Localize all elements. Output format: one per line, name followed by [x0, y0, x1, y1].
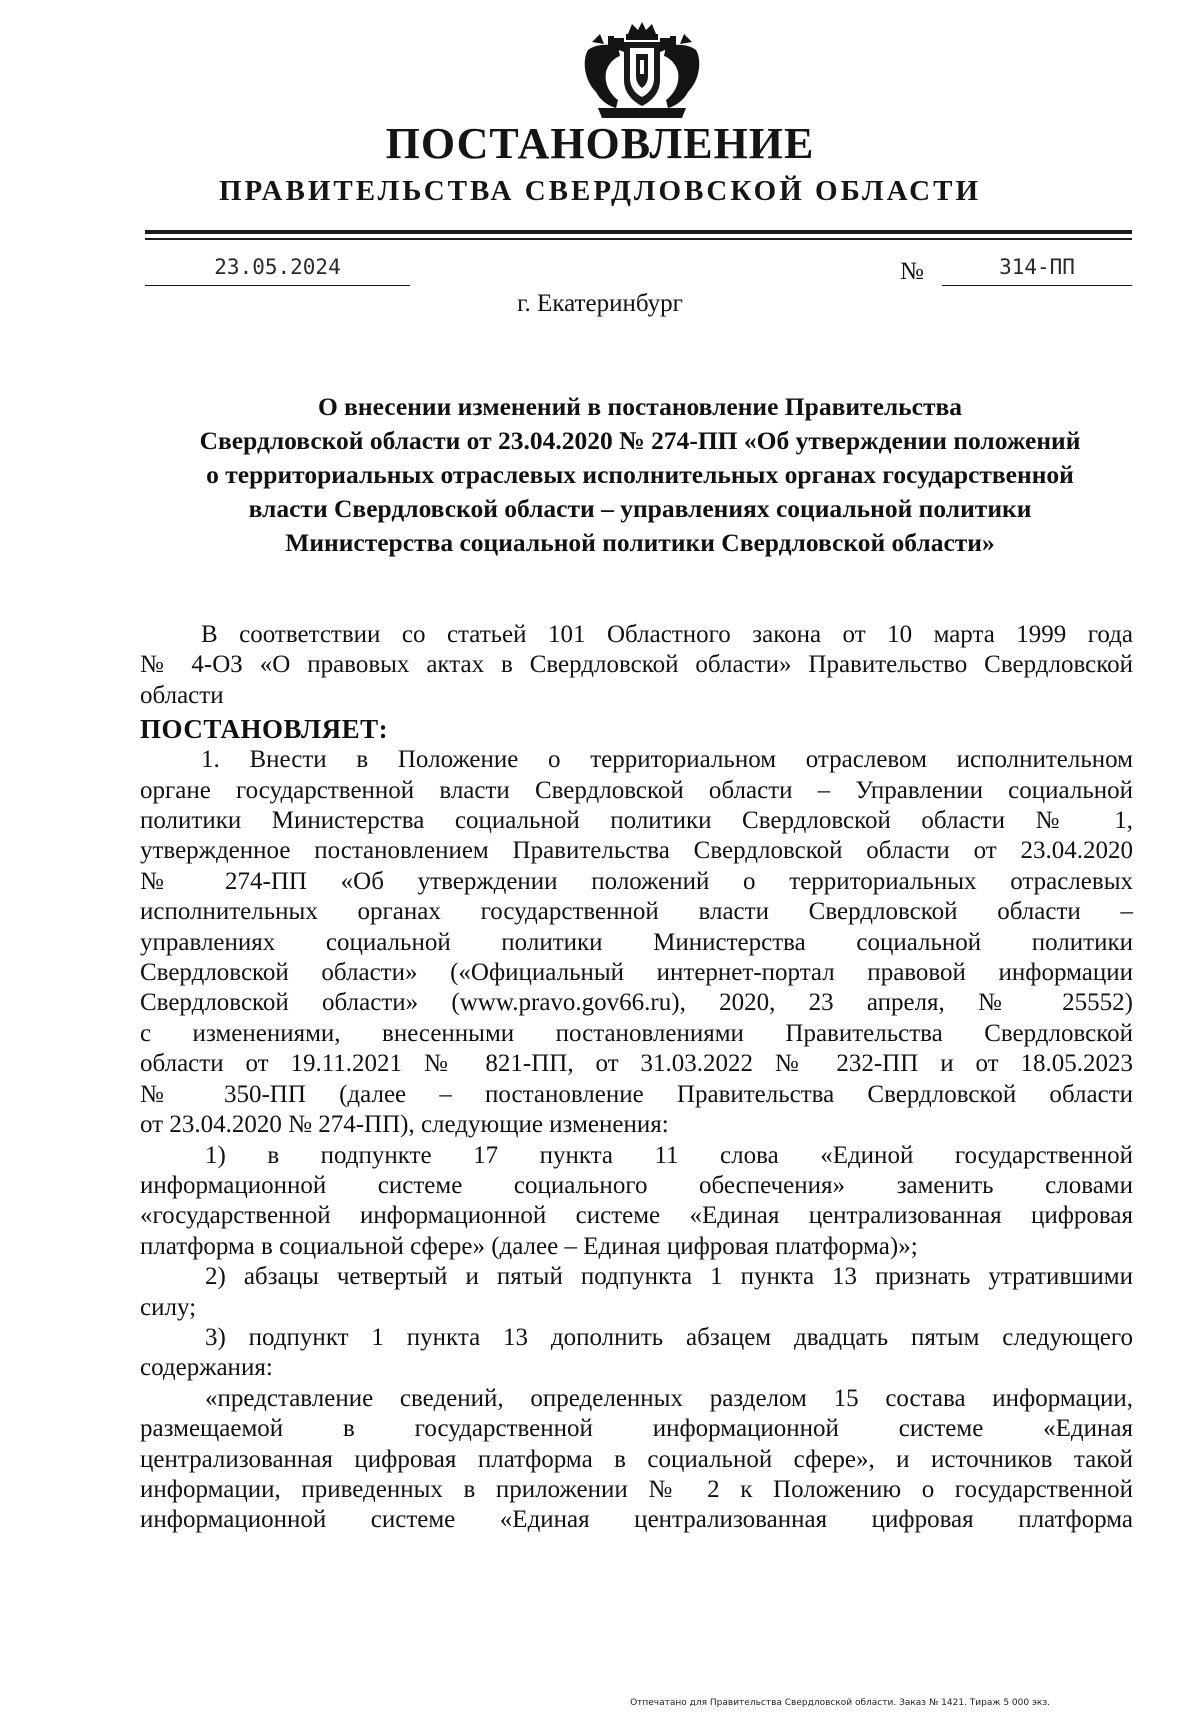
body-line: № 4-ОЗ «О правовых актах в Свердловской области» Правительство Свердловской [140, 651, 1133, 679]
body-line: политики Министерства социальной политики Свердловской области № 1, [140, 807, 1133, 835]
body-line: силу; [140, 1293, 197, 1321]
heading-line: власти Свердловской области – управлениях социальной политики [248, 494, 1032, 523]
body-line: с изменениями, внесенными постановлениями Правительства Свердловской [140, 1019, 1133, 1047]
body-line: 1. Внести в Положение о территориальном отраслевом исполнительном [201, 746, 1133, 774]
body-line: В соответствии со статьей 101 Областного закона от 10 марта 1999 года [201, 621, 1133, 648]
body-line: «представление сведений, определенных разделом 15 состава информации, [205, 1384, 1133, 1412]
heading-line: Министерства социальной политики Свердловской области» [285, 528, 995, 557]
body-line: 2) абзацы четвертый и пятый подпункта 1 пункта 13 признать утратившими [205, 1263, 1133, 1291]
issuing-authority: ПРАВИТЕЛЬСТВА СВЕРДЛОВСКОЙ ОБЛАСТИ [218, 175, 982, 207]
body-line: Свердловской области» (www.pravo.gov66.ru), 2020, 23 апреля, № 25552) [140, 989, 1133, 1017]
document-heading [140, 390, 1140, 560]
body-line: информационной системе социального обеспечения» заменить словами [140, 1171, 1133, 1199]
number-label: № [900, 258, 924, 285]
body-line: централизованная цифровая платформа в социальной сфере», и источников такой [140, 1445, 1133, 1473]
city-name: г. Екатеринбург [517, 290, 683, 317]
body-line: Свердловской области» («Официальный интернет-портал правовой информации [140, 959, 1133, 987]
body-line: № 350-ПП (далее – постановление Правительства Свердловской области [140, 1080, 1133, 1108]
heading-line: о территориальных отраслевых исполнительных органах государственной [206, 460, 1074, 489]
body-line: содержания: [140, 1354, 273, 1382]
body-line: утвержденное постановлением Правительства Свердловской области от 23.04.2020 [140, 837, 1133, 865]
coat-of-arms-emblem [578, 20, 706, 122]
header-rule-thin [145, 238, 1132, 240]
body-line: управлениях социальной политики Министерства социальной политики [140, 928, 1133, 956]
print-note: Отпечатано для Правительства Свердловской области. Заказ № 1421. Тираж 5 000 экз. [630, 1698, 1050, 1708]
document-body [140, 620, 1133, 1536]
document-number: 314-ПП [942, 255, 1132, 286]
body-line: области от 19.11.2021 № 821-ПП, от 31.03.2022 № 232-ПП и от 18.05.2023 [140, 1050, 1133, 1078]
decree-word: ПОСТАНОВЛЯЕТ: [140, 714, 389, 745]
body-line: исполнительных органах государственной власти Свердловской области – [140, 898, 1133, 926]
body-line: информационной системе «Единая централизованная цифровая платформа [140, 1506, 1133, 1534]
body-line: области [140, 681, 224, 709]
body-line: информации, приведенных в приложении № 2 к Положению о государственной [140, 1475, 1133, 1503]
body-line: размещаемой в государственной информационной системе «Единая [140, 1415, 1133, 1443]
body-line: органе государственной власти Свердловской области – Управлении социальной [140, 776, 1133, 804]
body-line: № 274-ПП «Об утверждении положений о территориальных отраслевых [140, 867, 1133, 895]
body-line: платформа в социальной сфере» (далее – Единая цифровая платформа)»; [140, 1232, 918, 1260]
heading-line: О внесении изменений в постановление Правительства [317, 392, 963, 421]
header-rule-thick [145, 230, 1132, 234]
document-type-title: ПОСТАНОВЛЕНИЕ [385, 119, 815, 168]
body-line: «государственной информационной системе «Единая централизованная цифровая [140, 1202, 1133, 1230]
document-date: 23.05.2024 [145, 255, 410, 286]
heading-line: Свердловской области от 23.04.2020 № 274-ПП «Об утверждении положений [199, 426, 1081, 455]
body-line: 1) в подпункте 17 пункта 11 слова «Единой государственной [205, 1141, 1133, 1169]
body-line: от 23.04.2020 № 274-ПП), следующие изменения: [140, 1111, 669, 1139]
body-line: 3) подпункт 1 пункта 13 дополнить абзацем двадцать пятым следующего [205, 1323, 1133, 1351]
